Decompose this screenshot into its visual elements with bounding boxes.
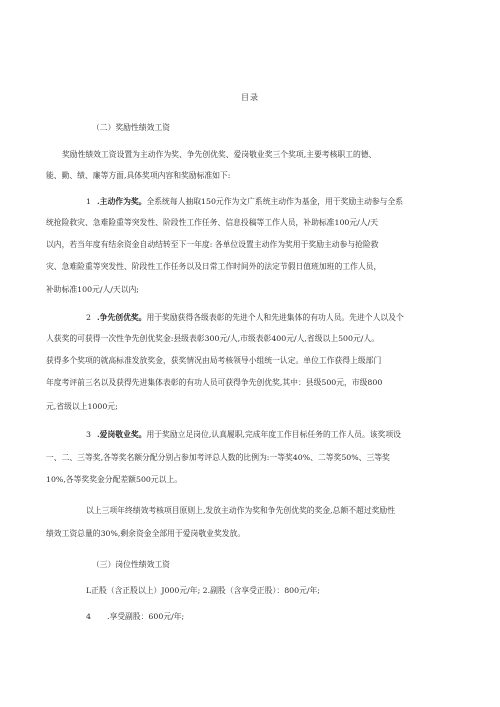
item1-line-2: 统抢险救灾、急难险重等突发性、阶段性工作任务、信息投稿等工作人员，补助标准100元/人/天 bbox=[46, 218, 379, 227]
item2-line-4: 年度考评前三名以及获得先进集体表彰的有功人员可获得争先创优奖,其中：县级500元，市级800 bbox=[46, 378, 383, 387]
item1-line-5: 补助标准100元/人/天以内; bbox=[46, 285, 139, 294]
item2-line-5: 元,省级以上1000元; bbox=[46, 402, 118, 411]
item1-line-4: 灾、急难险重等突发性、阶段性工作任务以及日常工作时间外的法定节假日值班加班的工作人员， bbox=[46, 262, 382, 271]
intro-line-1: 奖励性绩效工资设置为主动作为奖、争先创优奖、爱岗敬业奖三个奖项,主要考核职工的德、 bbox=[62, 150, 377, 159]
item3-label: .爱岗敬业奖。 bbox=[96, 430, 147, 439]
item1-line-1 bbox=[86, 197, 500, 207]
intro-line-2: 能、勤、绩、廉等方面,具体奖项内容和奖励标准如下: bbox=[46, 171, 231, 180]
item3-line-2: 一、二、三等奖,各等奖名额分配分别占参加考评总人数的比例为:一等奖40%、二等奖50%、三等奖 bbox=[46, 453, 390, 462]
rates-line-2 bbox=[86, 612, 500, 622]
item2-line-3: 获得多个奖项的就高标准发放奖金，获奖情况由局考核领导小组统一认定。单位工作获得上级部门 bbox=[46, 356, 382, 365]
item2-line-2: 人获奖的可获得一次性争先创优奖金:县级表彰300元/人,市级表彰400元/人,省级以上500元/人。 bbox=[46, 334, 379, 343]
item3-number: 3 bbox=[86, 430, 91, 439]
rates-text: .享受副股：600元/年; bbox=[106, 612, 185, 621]
closing-line-2: 绩效工资总量的30%,剩余资金全部用于爱岗敬业奖发放。 bbox=[46, 529, 246, 538]
section-heading-2: （二）奖励性绩效工资 bbox=[92, 123, 170, 132]
item2-line-1 bbox=[86, 313, 500, 323]
item1-label: .主动作为奖。 bbox=[96, 197, 147, 206]
item1-line-3: 以内，若当年度有结余资金自动结转至下一年度: 各单位设置主动作为奖用于奖励主动参与抢险救 bbox=[46, 240, 379, 249]
item2-number: 2 bbox=[86, 313, 91, 322]
item3-line-1 bbox=[86, 430, 500, 440]
section-heading-3: （三）岗位性绩效工资 bbox=[92, 560, 170, 569]
item3-text-1: 用于奖励立足岗位,认真履职,完成年度工作目标任务的工作人员。该奖项设 bbox=[146, 430, 401, 439]
item2-text-1: 用于奖励获得各级表彰的先进个人和先进集体的有功人员。先进个人以及个 bbox=[146, 313, 404, 322]
page-title: 目录 bbox=[241, 93, 259, 102]
closing-line-1: 以上三项年终绩效考核项目原则上,发放主动作为奖和争先创优奖的奖金,总额不超过奖励性 bbox=[86, 506, 396, 515]
item1-number: 1 bbox=[86, 197, 91, 206]
item1-text-1: 全系统每人抽取150元作为文广系统主动作为基金，用于奖励主动参与全系 bbox=[146, 197, 404, 206]
rates-line-1: L正股（含正股以上）J000元/年; 2.副股（含享受正股）：800元/年; bbox=[86, 586, 320, 595]
rates-number: 4 bbox=[86, 612, 91, 621]
item3-line-3: 10%,各等奖奖金分配差额500元以上。 bbox=[46, 475, 183, 484]
item2-label: .争先创优奖。 bbox=[96, 313, 147, 322]
